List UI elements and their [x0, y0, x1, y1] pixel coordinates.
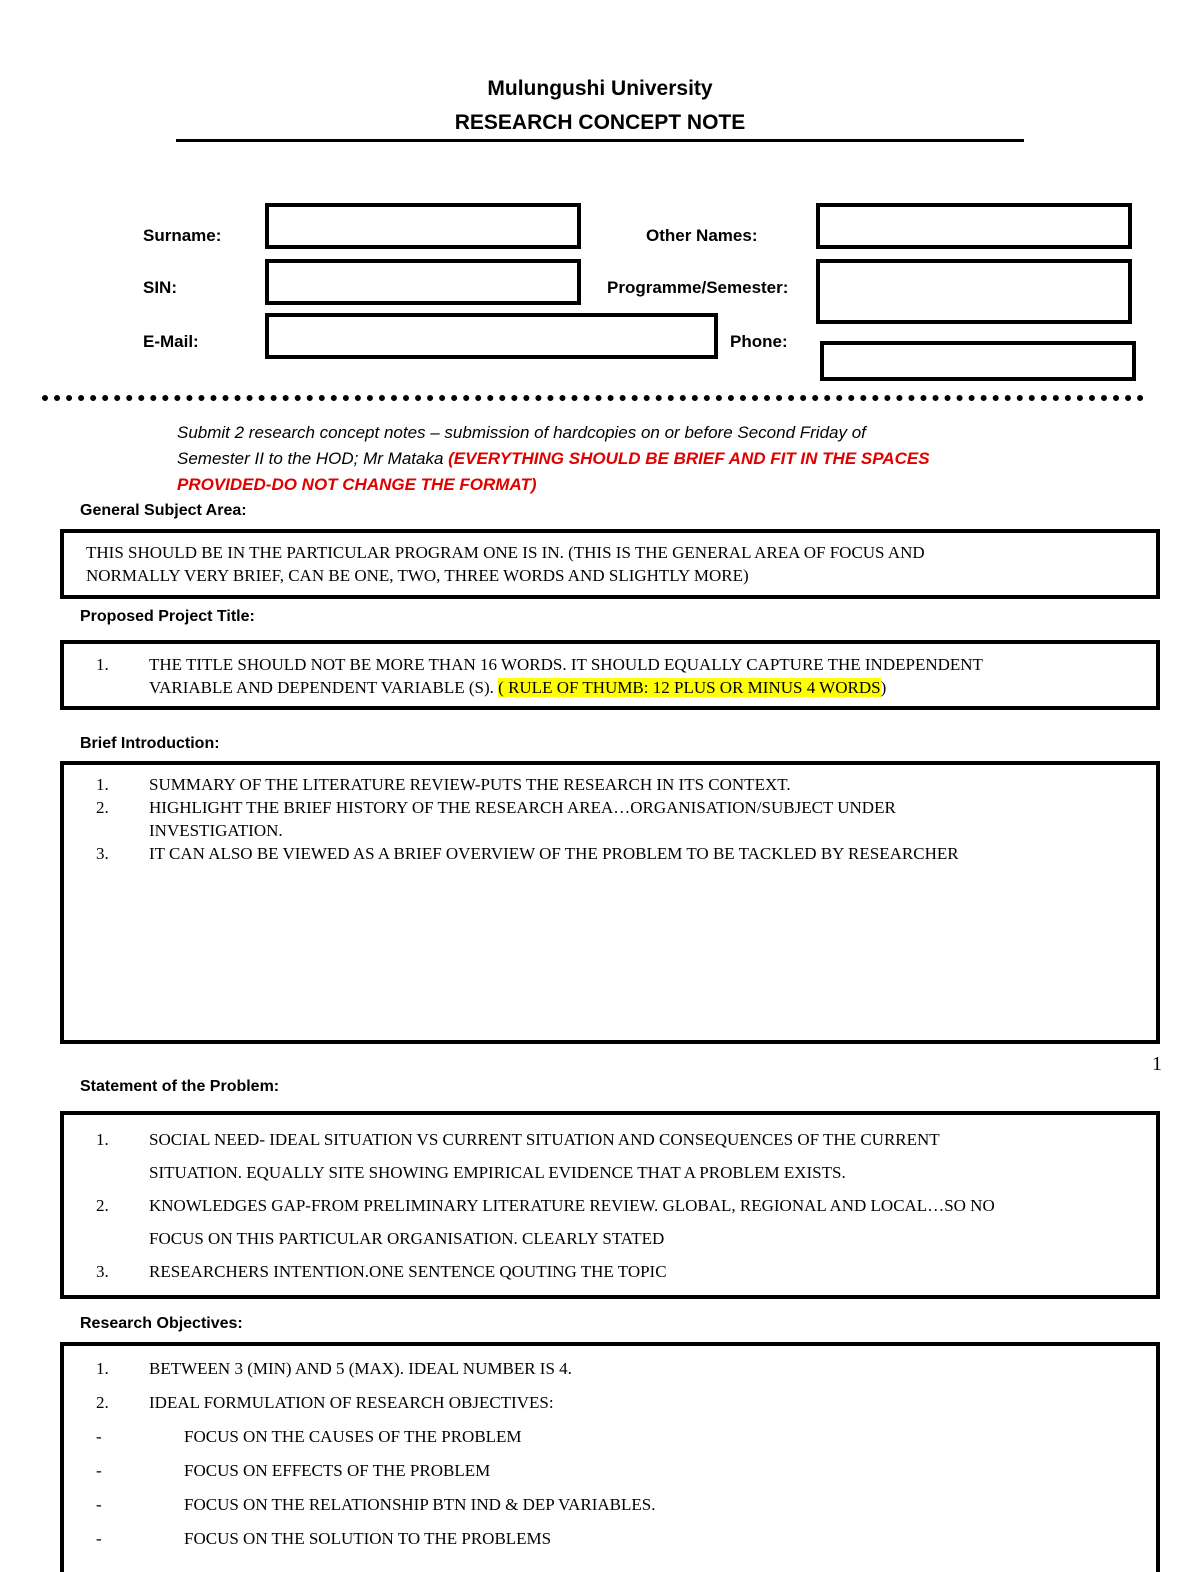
list-number: 2. — [96, 1196, 109, 1215]
rule-of-thumb-highlight: ( RULE OF THUMB: 12 PLUS OR MINUS 4 WORDS — [498, 678, 881, 697]
research-objectives-label: Research Objectives: — [80, 1315, 243, 1332]
phone-field[interactable] — [820, 341, 1136, 381]
sin-label: SIN: — [143, 278, 177, 297]
list-number: 3. — [96, 844, 109, 863]
instructions-line-1: Submit 2 research concept notes – submission of hardcopies on or before Second Friday of — [177, 423, 866, 442]
bullet-dash: - — [96, 1495, 102, 1514]
instructions-note — [177, 420, 1017, 498]
research-objectives-box[interactable] — [60, 1342, 1160, 1572]
title-underline — [176, 139, 1024, 142]
general-subject-line-1: THIS SHOULD BE IN THE PARTICULAR PROGRAM ONE IS IN. (THIS IS THE GENERAL AREA OF FOCUS AND — [86, 543, 925, 562]
bullet-dash: - — [96, 1461, 102, 1480]
intro-item-2-line-2: INVESTIGATION. — [149, 821, 283, 840]
university-name: Mulungushi University — [487, 77, 713, 100]
programme-semester-label: Programme/Semester: — [607, 278, 789, 297]
objective-bullet-3: FOCUS ON THE RELATIONSHIP BTN IND & DEP VARIABLES. — [184, 1495, 656, 1514]
problem-item-1-line-1: SOCIAL NEED- IDEAL SITUATION VS CURRENT SITUATION AND CONSEQUENCES OF THE CURRENT — [149, 1130, 940, 1149]
page-number: 1 — [1152, 1053, 1162, 1075]
list-number: 2. — [96, 798, 109, 817]
brief-introduction-box[interactable] — [60, 761, 1160, 1044]
surname-label: Surname: — [143, 226, 222, 245]
problem-item-1-line-2: SITUATION. EQUALLY SITE SHOWING EMPIRICAL EVIDENCE THAT A PROBLEM EXISTS. — [149, 1163, 846, 1182]
title-line-2 — [149, 676, 1109, 699]
proposed-project-title-label: Proposed Project Title: — [80, 608, 255, 625]
objective-item-2: IDEAL FORMULATION OF RESEARCH OBJECTIVES: — [149, 1393, 554, 1412]
list-number: 1. — [96, 775, 109, 794]
phone-label: Phone: — [730, 332, 788, 351]
statement-of-problem-box[interactable] — [60, 1111, 1160, 1299]
other-names-field[interactable] — [816, 203, 1132, 249]
title-line-1: THE TITLE SHOULD NOT BE MORE THAN 16 WORDS. IT SHOULD EQUALLY CAPTURE THE INDEPENDENT — [149, 655, 983, 674]
other-names-label: Other Names: — [646, 226, 758, 245]
instructions-warning-line-3: PROVIDED-DO NOT CHANGE THE FORMAT) — [177, 475, 537, 494]
bullet-dash: - — [96, 1529, 102, 1548]
statement-of-problem-label: Statement of the Problem: — [80, 1078, 280, 1095]
objective-item-1: BETWEEN 3 (MIN) AND 5 (MAX). IDEAL NUMBER IS 4. — [149, 1359, 572, 1378]
title-line-2-text: VARIABLE AND DEPENDENT VARIABLE (S). — [149, 678, 499, 697]
list-number: 1. — [96, 1130, 109, 1149]
intro-item-2-line-1: HIGHLIGHT THE BRIEF HISTORY OF THE RESEARCH AREA…ORGANISATION/SUBJECT UNDER — [149, 798, 896, 817]
proposed-project-title-box[interactable] — [60, 640, 1160, 710]
objective-bullet-4: FOCUS ON THE SOLUTION TO THE PROBLEMS — [184, 1529, 552, 1548]
dotted-separator — [42, 395, 1144, 401]
email-field[interactable] — [265, 313, 718, 359]
general-subject-area-box[interactable] — [60, 529, 1160, 599]
bullet-dash: - — [96, 1427, 102, 1446]
general-subject-line-2: NORMALLY VERY BRIEF, CAN BE ONE, TWO, THREE WORDS AND SLIGHTLY MORE) — [86, 566, 749, 585]
instructions-line-2 — [177, 446, 1017, 472]
objective-bullet-2: FOCUS ON EFFECTS OF THE PROBLEM — [184, 1461, 491, 1480]
list-number: 2. — [96, 1393, 109, 1412]
problem-item-3: RESEARCHERS INTENTION.ONE SENTENCE QOUTING THE TOPIC — [149, 1262, 667, 1281]
intro-item-3: IT CAN ALSO BE VIEWED AS A BRIEF OVERVIEW OF THE PROBLEM TO BE TACKLED BY RESEARCHER — [149, 844, 959, 863]
sin-field[interactable] — [265, 259, 581, 305]
programme-semester-field[interactable] — [816, 259, 1132, 324]
general-subject-area-label: General Subject Area: — [80, 502, 247, 519]
list-number: 3. — [96, 1262, 109, 1281]
list-number: 1. — [96, 655, 109, 674]
objective-bullet-1: FOCUS ON THE CAUSES OF THE PROBLEM — [184, 1427, 522, 1446]
intro-item-1: SUMMARY OF THE LITERATURE REVIEW-PUTS THE RESEARCH IN ITS CONTEXT. — [149, 775, 791, 794]
instructions-warning: (EVERYTHING SHOULD BE BRIEF AND FIT IN THE SPACES — [448, 449, 930, 468]
surname-field[interactable] — [265, 203, 581, 249]
list-number: 1. — [96, 1359, 109, 1378]
title-line-2-close: ) — [880, 678, 887, 697]
document-title: RESEARCH CONCEPT NOTE — [454, 111, 746, 134]
problem-item-2-line-1: KNOWLEDGES GAP-FROM PRELIMINARY LITERATURE REVIEW. GLOBAL, REGIONAL AND LOCAL…SO NO — [149, 1196, 995, 1215]
problem-item-2-line-2: FOCUS ON THIS PARTICULAR ORGANISATION. CLEARLY STATED — [149, 1229, 665, 1248]
email-label: E-Mail: — [143, 332, 199, 351]
instructions-text: Semester II to the HOD; Mr Mataka — [177, 449, 449, 468]
brief-introduction-label: Brief Introduction: — [80, 735, 220, 752]
